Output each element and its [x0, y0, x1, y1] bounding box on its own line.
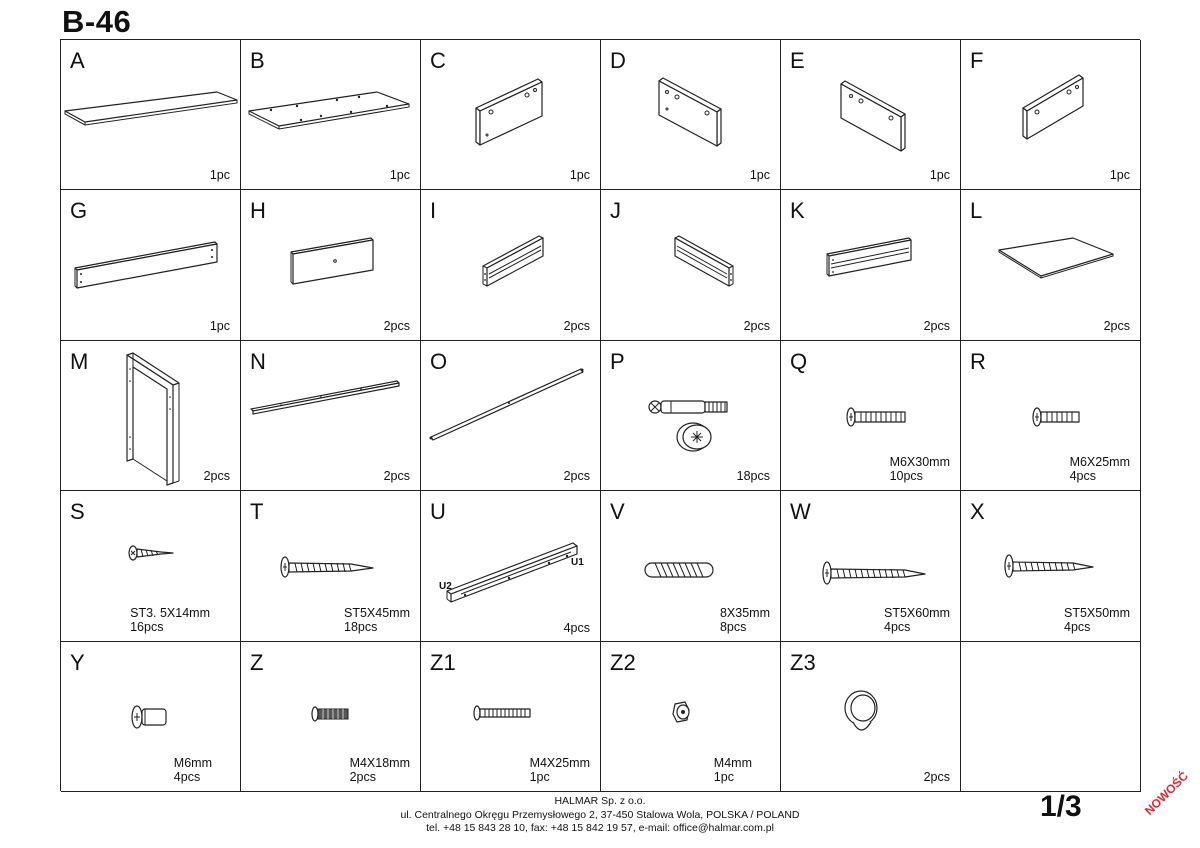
part-size: M6X30mm [889, 455, 950, 470]
part-cell [241, 341, 421, 491]
part-info [930, 168, 950, 182]
part-info [210, 319, 230, 333]
part-letter: B [250, 48, 265, 73]
part-qty: 2pcs [383, 318, 410, 333]
part-info [890, 455, 950, 483]
part-info [390, 168, 410, 182]
part-size: ST5X60mm [884, 605, 950, 620]
part-info [384, 319, 410, 333]
part-cell [421, 341, 601, 491]
part-qty: 4pcs [1069, 469, 1096, 484]
part-size: M6mm [173, 755, 212, 770]
part-cell [61, 40, 241, 190]
part-letter: N [250, 348, 266, 374]
part-info [714, 756, 752, 784]
barrel-nut-icon [61, 642, 241, 792]
part-qty: 2pcs [1103, 318, 1130, 333]
part-qty: 18pcs [736, 469, 770, 484]
part-cell [961, 40, 1141, 190]
part-info [737, 469, 770, 483]
part-info [1070, 455, 1130, 483]
part-cell [781, 491, 961, 641]
part-cell [61, 190, 241, 340]
part-letter: W [790, 499, 811, 525]
company-contact: tel. +48 15 843 28 10, fax: +48 15 842 19 57, e-mail: office@halmar.com.pl [426, 822, 774, 835]
part-cell [781, 341, 961, 491]
part-size: ST5X45mm [344, 605, 410, 620]
part-qty: 1pc [749, 168, 770, 183]
part-cell [421, 190, 601, 340]
part-qty: 4pcs [1064, 619, 1091, 634]
part-size: M4X25mm [529, 755, 590, 770]
part-letter: R [970, 348, 986, 374]
part-cell [241, 491, 421, 641]
part-info [720, 606, 770, 634]
page-number: 1/3 [1040, 790, 1082, 823]
part-info [1110, 168, 1130, 182]
part-letter: G [70, 198, 88, 224]
part-letter: I [430, 198, 437, 224]
part-info [570, 168, 590, 182]
part-qty: 1pc [569, 168, 590, 183]
part-info [750, 168, 770, 182]
slide-label-u1: U1 [571, 557, 584, 569]
part-letter: T [250, 499, 264, 525]
part-letter: Q [790, 348, 808, 374]
part-letter: K [790, 198, 805, 224]
part-qty: 1pc [529, 769, 550, 784]
part-size: M6X25mm [1069, 455, 1130, 470]
part-size: ST3. 5X14mm [130, 605, 210, 620]
part-qty: 1pc [1109, 168, 1130, 183]
part-letter: F [970, 48, 984, 73]
part-qty: 1pc [713, 769, 734, 784]
part-cell [61, 491, 241, 641]
part-letter: S [70, 499, 85, 525]
part-letter: A [70, 48, 85, 73]
part-info [350, 756, 410, 784]
part-size: 8X35mm [719, 605, 770, 620]
part-qty: 18pcs [344, 619, 378, 634]
part-info [130, 606, 210, 634]
part-qty: 2pcs [743, 318, 770, 333]
part-qty: 1pc [389, 168, 410, 183]
part-letter: D [610, 48, 626, 73]
part-cell [781, 190, 961, 340]
part-info [564, 469, 590, 483]
empty-cell [961, 642, 1141, 792]
part-letter: O [430, 348, 448, 374]
part-qty: 4pcs [173, 769, 201, 784]
part-letter: L [970, 198, 983, 224]
part-qty: 4pcs [884, 619, 911, 634]
part-qty: 1pc [209, 318, 230, 333]
part-letter: Y [70, 649, 85, 675]
part-cell [601, 190, 781, 340]
part-info [924, 319, 950, 333]
part-letter: P [610, 348, 625, 374]
part-size: M4X18mm [349, 755, 410, 770]
part-qty: 2pcs [349, 769, 376, 784]
part-cell [421, 40, 601, 190]
part-letter: H [250, 198, 266, 224]
part-info [174, 756, 212, 784]
part-cell [961, 491, 1141, 641]
part-cell [601, 642, 781, 792]
part-cell [601, 341, 781, 491]
part-info [564, 319, 590, 333]
part-info [924, 770, 950, 784]
part-info [564, 621, 590, 635]
footer [300, 795, 900, 836]
part-info [344, 606, 410, 634]
part-qty: 1pc [209, 168, 230, 183]
part-qty: 2pcs [563, 469, 590, 484]
part-qty: 2pcs [383, 469, 410, 484]
part-info [530, 756, 590, 784]
part-cell [61, 642, 241, 792]
part-qty: 2pcs [203, 469, 230, 484]
part-letter: M [70, 348, 89, 374]
part-letter: Z [250, 649, 264, 675]
part-qty: 2pcs [563, 318, 590, 333]
part-letter: X [970, 499, 985, 525]
part-size: M4mm [713, 755, 752, 770]
part-info [1064, 606, 1130, 634]
part-size: ST5X50mm [1064, 605, 1130, 620]
part-cell [961, 341, 1141, 491]
part-letter: V [610, 499, 625, 525]
part-qty: 10pcs [889, 469, 923, 484]
part-qty: 16pcs [130, 619, 164, 634]
part-letter: U [430, 499, 446, 525]
parts-grid [60, 39, 1140, 791]
part-cell [421, 491, 601, 641]
company-name: HALMAR Sp. z o.o. [554, 795, 646, 807]
part-cell [421, 642, 601, 792]
part-letter: Z1 [430, 649, 456, 675]
model-title: B-46 [62, 4, 132, 39]
part-letter: C [430, 48, 446, 73]
part-info [210, 168, 230, 182]
part-letter: J [610, 198, 621, 224]
part-cell [781, 642, 961, 792]
slide-label-u2: U2 [439, 581, 452, 593]
new-stamp: NOWOŚĆ [1142, 768, 1192, 818]
part-cell [601, 491, 781, 641]
part-qty: 2pcs [923, 318, 950, 333]
part-cell [241, 190, 421, 340]
part-qty: 8pcs [719, 619, 747, 634]
part-cell [961, 190, 1141, 340]
part-qty: 2pcs [923, 769, 950, 784]
part-info [744, 319, 770, 333]
part-info [204, 469, 230, 483]
part-info [1104, 319, 1130, 333]
company-address: ul. Centralnego Okręgu Przemysłowego 2, 37-450 Stalowa Wola, POLSKA / POLAND [400, 808, 800, 821]
part-cell [781, 40, 961, 190]
part-cell [61, 341, 241, 491]
part-letter: E [790, 48, 805, 73]
part-qty: 1pc [929, 168, 950, 183]
part-info [384, 469, 410, 483]
part-cell [241, 642, 421, 792]
part-cell [241, 40, 421, 190]
part-letter: Z3 [790, 649, 816, 675]
part-qty: 4pcs [563, 620, 590, 635]
part-letter: Z2 [610, 649, 636, 675]
part-info [884, 606, 950, 634]
part-cell [601, 40, 781, 190]
